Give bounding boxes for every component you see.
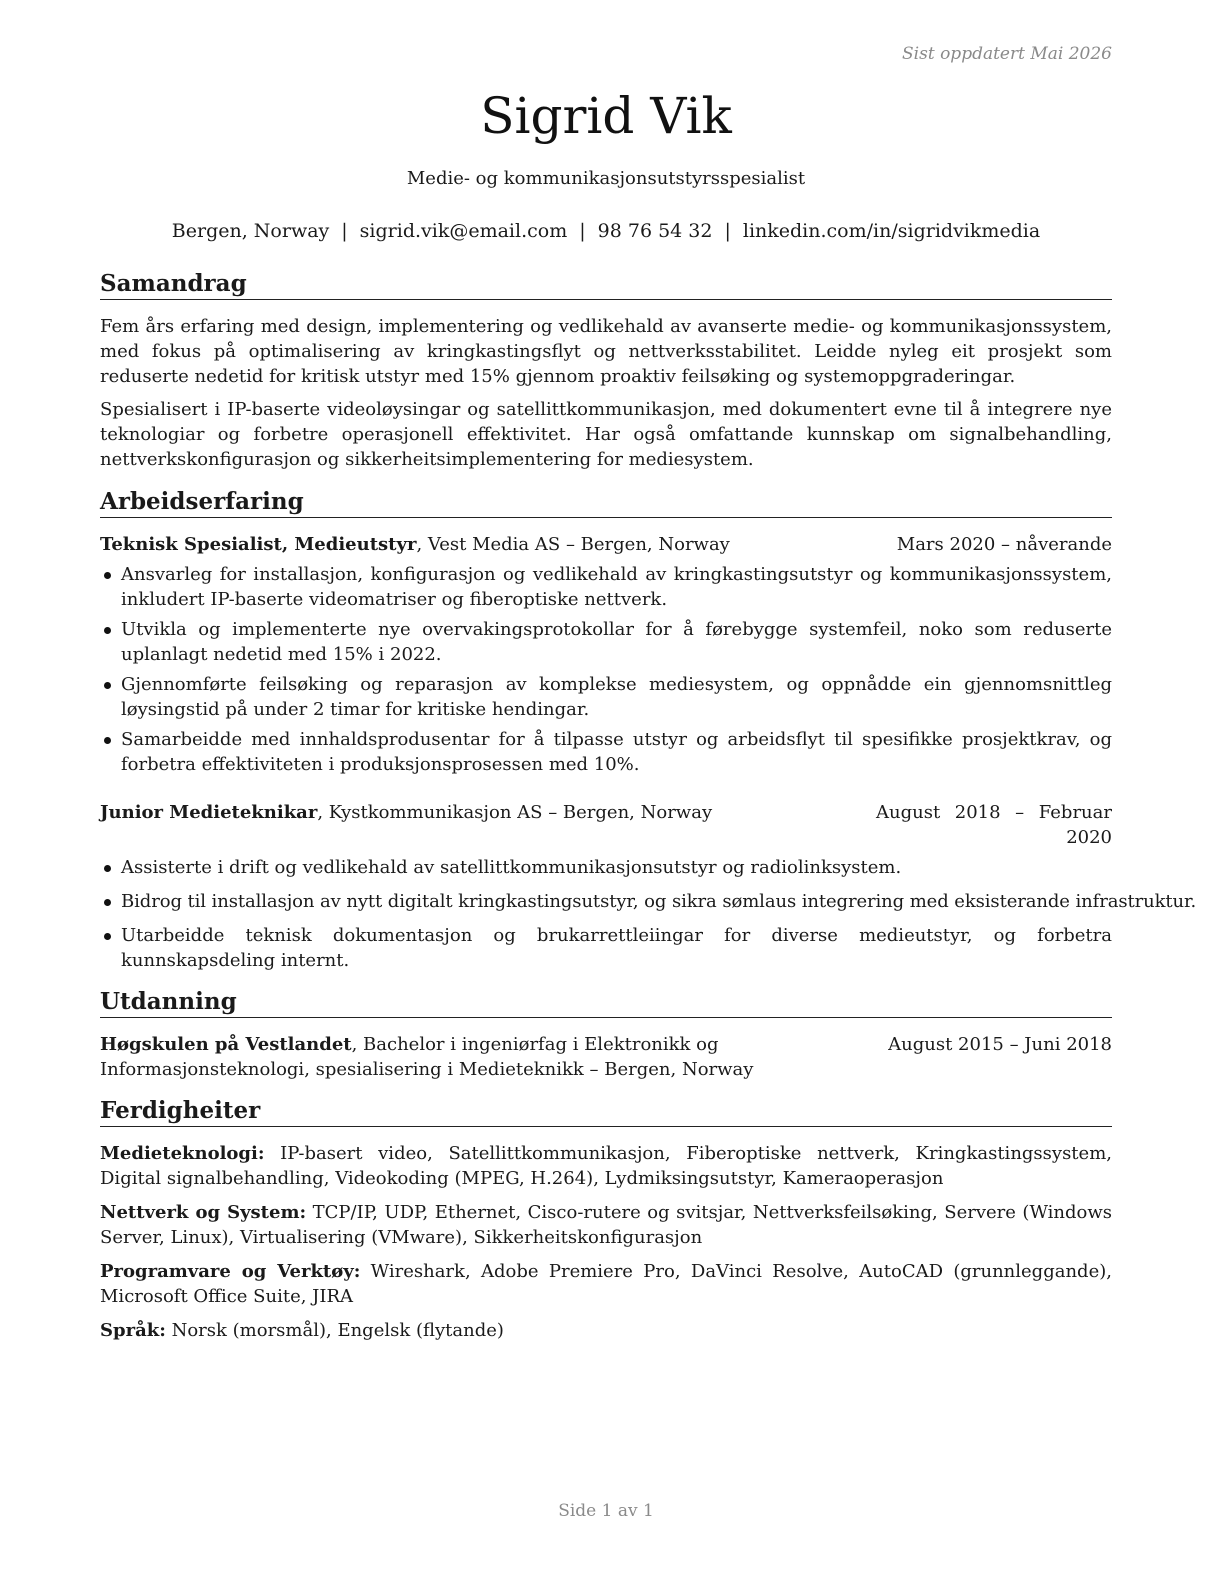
job-role: Junior Medieteknikar <box>100 802 318 823</box>
skills-title: Ferdigheiter <box>100 1097 1112 1127</box>
skill-label: Nettverk og System: <box>100 1202 307 1223</box>
job-header <box>100 532 1112 557</box>
list-item: Utvikla og implementerte nye overvakingsprotokollar for å førebygge systemfeil, noko som reduserte uplanlagt nedetid med 15% i 2022. <box>100 617 1112 667</box>
contact-line <box>100 219 1112 243</box>
list-item: Utarbeidde teknisk dokumentasjon og brukarrettleiingar for diverse medieutstyr, og forbetra kunnskapsdeling internt. <box>100 923 1112 973</box>
job-bullets <box>100 562 1112 777</box>
job-dates: August 2018 – Februar 2020 <box>876 802 1112 848</box>
page-number: Side 1 av 1 <box>558 1501 654 1521</box>
contact-location: Bergen, Norway <box>171 220 330 242</box>
contact-linkedin[interactable]: linkedin.com/in/sigridvikmedia <box>742 220 1041 242</box>
school-name: Høgskulen på Vestlandet <box>100 1034 352 1055</box>
skill-line <box>100 1200 1112 1250</box>
list-item: Ansvarleg for installasjon, konfigurasjon og vedlikehald av kringkastingsutstyr og kommunikasjonssystem, inkludert IP-baserte videomatriser og fiberoptiske nettverk. <box>100 562 1112 612</box>
list-item: Gjennomførte feilsøking og reparasjon av komplekse mediesystem, og oppnådde ein gjennomsnittleg løysingstid på under 2 timar for kritiske hendingar. <box>100 672 1112 722</box>
degree-details: , Bachelor i ingeniørfag i Elektronikk og Informasjonsteknologi, spesialisering i Medieteknikk – Bergen, Norway <box>100 1034 754 1080</box>
skill-line <box>100 1259 1112 1309</box>
job-entry <box>100 800 1197 973</box>
skill-label: Programvare og Verktøy: <box>100 1261 361 1282</box>
job-header <box>100 800 1112 850</box>
skill-text: TCP/IP, UDP, Ethernet, Cisco-rutere og svitsjar, Nettverksfeilsøking, Servere (Windows Server, Linux), Virtualisering (VMware), Sikkerheitskonfigurasjon <box>100 1202 1112 1248</box>
skill-label: Språk: <box>100 1320 166 1341</box>
job-headline: Medie- og kommunikasjonsutstyrsspesialist <box>406 168 806 189</box>
summary-paragraph: Fem års erfaring med design, implementering og vedlikehald av avanserte medie- og kommunikasjonssystem, med fokus på optimalisering av kringkastingsflyt og nettverksstabilitet. Leidde nyleg eit prosjekt som reduserte nedetid for kritisk utstyr med 15% gjennom proaktiv feilsøking og systemoppgraderingar. <box>100 316 1112 387</box>
summary-section <box>100 270 1112 472</box>
contact-email[interactable]: sigrid.vik@email.com <box>359 220 568 242</box>
last-updated: Sist oppdatert Mai 2026 <box>902 44 1112 64</box>
contact-phone: 98 76 54 32 <box>597 220 713 242</box>
contact-separator: | <box>341 220 348 242</box>
skill-text: Norsk (morsmål), Engelsk (flytande) <box>171 1320 504 1341</box>
skill-text: Wireshark, Adobe Premiere Pro, DaVinci Resolve, AutoCAD (grunnleggande), Microsoft Office Suite, JIRA <box>100 1261 1112 1307</box>
experience-section <box>100 488 1197 973</box>
list-item: Samarbeidde med innhaldsprodusentar for å tilpasse utstyr og arbeidsflyt til spesifikke prosjektkrav, og forbetra effektiviteten i produksjonsprosessen med 10%. <box>100 727 1112 777</box>
education-section <box>100 988 1112 1082</box>
skills-section <box>100 1097 1112 1343</box>
job-role: Teknisk Spesialist, Medieutstyr <box>100 534 417 555</box>
contact-separator: | <box>579 220 586 242</box>
job-bullets <box>100 855 1197 973</box>
education-dates: August 2015 – Juni 2018 <box>888 1034 1112 1055</box>
job-dates: Mars 2020 – nåverande <box>896 534 1112 555</box>
list-item: Bidrog til installasjon av nytt digitalt kringkastingsutstyr, og sikra sømlaus integrering med eksisterande infrastruktur. <box>100 889 1112 914</box>
person-name: Sigrid Vik <box>480 87 732 145</box>
job-employer: , Vest Media AS – Bergen, Norway <box>416 534 730 555</box>
job-employer: , Kystkommunikasjon AS – Bergen, Norway <box>317 802 713 823</box>
skill-label: Medieteknologi: <box>100 1143 265 1164</box>
education-entry <box>100 1032 1112 1082</box>
education-title: Utdanning <box>100 988 1112 1018</box>
skill-line <box>100 1141 1112 1191</box>
list-item: Assisterte i drift og vedlikehald av satellittkommunikasjonsutstyr og radiolinksystem. <box>100 855 1112 880</box>
skill-line <box>100 1318 1112 1343</box>
contact-separator: | <box>724 220 731 242</box>
skill-text: IP-basert video, Satellittkommunikasjon, Fiberoptiske nettverk, Kringkastingssystem, Digital signalbehandling, Videokoding (MPEG, H.264), Lydmiksingsutstyr, Kameraoperasjon <box>100 1143 1112 1189</box>
summary-title: Samandrag <box>100 270 1112 300</box>
experience-title: Arbeidserfaring <box>100 488 1112 518</box>
summary-paragraph: Spesialisert i IP-baserte videoløysingar og satellittkommunikasjon, med dokumentert evne til å integrere nye teknologiar og forbetre operasjonell effektivitet. Har også omfattande kunnskap om signalbehandling, nettverkskonfigurasjon og sikkerheitsimplementering for mediesystem. <box>100 399 1112 470</box>
job-entry <box>100 532 1112 777</box>
